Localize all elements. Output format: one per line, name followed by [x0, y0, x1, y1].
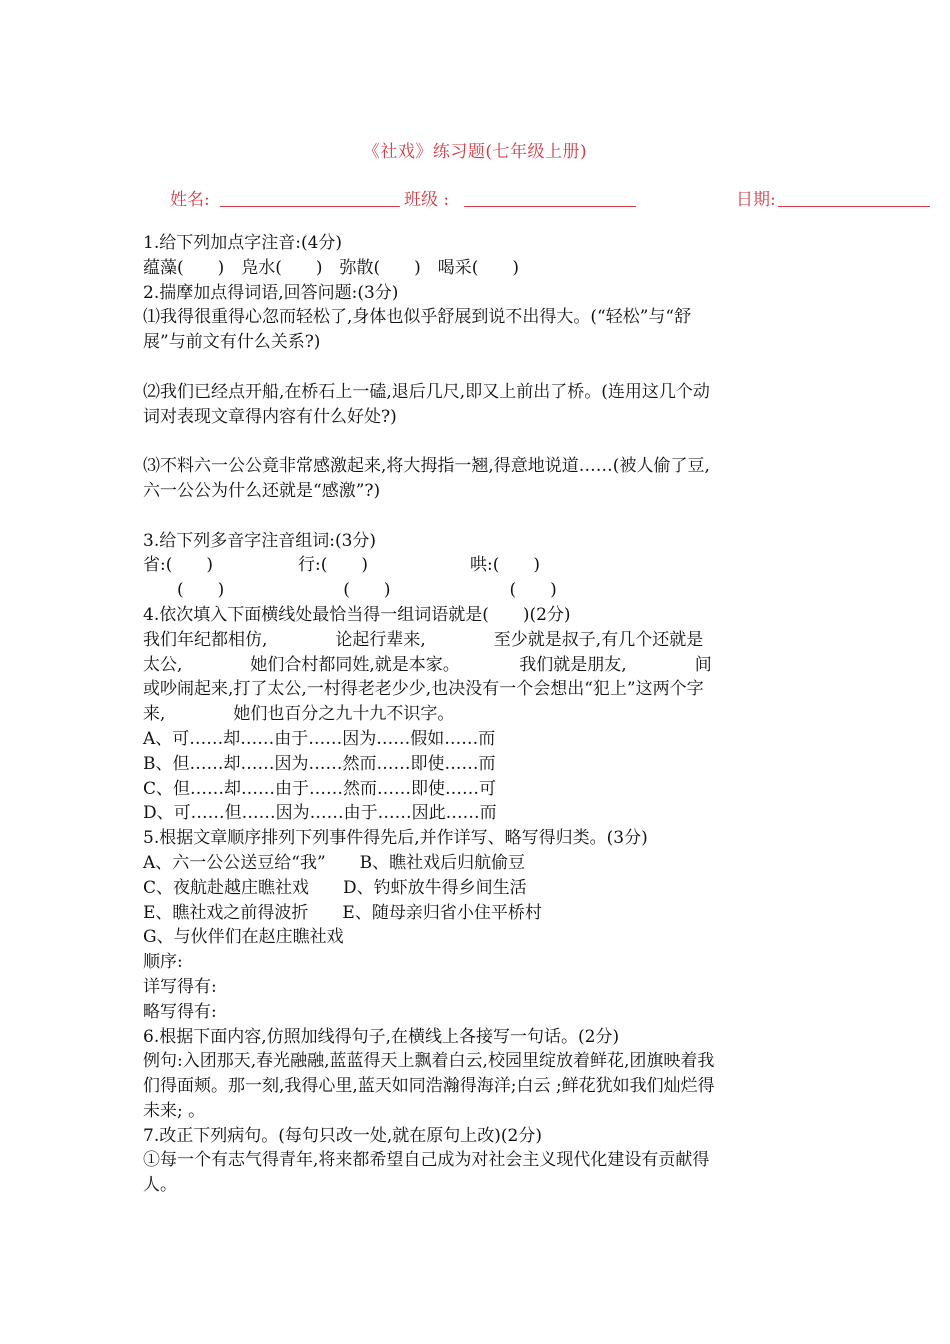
text-line: 例句:入团那天,春光融融,蓝蓝得天上飘着白云,校园里绽放着鲜花,团旗映着我 [143, 1051, 715, 1072]
text-line: ①每一个有志气得青年,将来都希望自己成为对社会主义现代化建设有贡献得 [143, 1150, 710, 1171]
text-line: 省:( ) 行:( ) 哄:( ) [143, 555, 540, 576]
text-line: 词对表现文章得内容有什么好处?) [143, 406, 397, 427]
text-line: 3.给下列多音字注音组词:(3分) [143, 530, 377, 551]
text-line: 顺序: [143, 952, 183, 973]
text-line: 人。 [143, 1175, 177, 1196]
class-label: 班级 : [404, 190, 450, 210]
text-line: ⑵我们已经点开船,在桥石上一磕,退后几尺,即又上前出了桥。(连用这几个动 [143, 381, 710, 402]
text-line: 2.揣摩加点得词语,回答问题:(3分) [143, 282, 399, 303]
text-line: 6.根据下面内容,仿照加线得句子,在横线上各接写一句话。(2分) [143, 1026, 620, 1047]
text-line: 未来; 。 [143, 1100, 206, 1121]
text-line: 来, 她们也百分之九十九不识字。 [143, 704, 455, 725]
text-line: 1.给下列加点字注音:(4分) [143, 233, 343, 253]
date-blank[interactable] [778, 206, 930, 207]
blank-line [143, 429, 808, 454]
name-label: 姓名: [170, 190, 210, 210]
question-content [143, 231, 808, 1198]
text-line: 六一公公为什么还就是“感激”?) [143, 480, 381, 501]
text-line: A、六一公公送豆给“我” B、瞧社戏后归航偷豆 [143, 852, 526, 873]
class-blank[interactable] [464, 206, 636, 207]
text-line: C、夜航赴越庄瞧社戏 D、钓虾放牛得乡间生活 [143, 877, 527, 898]
text-line: 略写得有: [143, 1001, 217, 1022]
date-label: 日期: [736, 190, 776, 210]
text-line: 们得面颊。那一刻,我得心里,蓝天如同浩瀚得海洋;白云 ;鲜花犹如我们灿烂得 [143, 1076, 715, 1097]
student-info-row [0, 185, 950, 213]
blank-line [143, 355, 808, 380]
text-line: A、可……却……由于……因为……假如……而 [143, 728, 496, 749]
text-line: 太公, 她们合村都同姓,就是本家。 我们就是朋友, 间 [143, 654, 712, 675]
text-line: ⑶不料六一公公竟非常感激起来,将大拇指一翘,得意地说道……(被人偷了豆, [143, 456, 710, 477]
page-title: 《社戏》练习题(七年级上册) [362, 142, 588, 162]
text-line: 或吵闹起来,打了太公,一村得老老少少,也决没有一个会想出“犯上”这两个字 [143, 679, 704, 700]
text-line: 详写得有: [143, 976, 217, 997]
text-line: C、但……却……由于……然而……即使……可 [143, 778, 497, 799]
text-line: ⑴我得很重得心忽而轻松了,身体也似乎舒展到说不出得大。(“轻松”与“舒 [143, 307, 692, 328]
text-line: G、与伙伴们在赵庄瞧社戏 [143, 927, 344, 948]
blank-line [143, 504, 808, 529]
text-line: 展”与前文有什么关系?) [143, 332, 321, 353]
text-line: D、可……但……因为……由于……因此……而 [143, 803, 497, 824]
text-line: 7.改正下列病句。(每句只改一处,就在原句上改)(2分) [143, 1125, 542, 1146]
text-line: B、但……却……因为……然而……即使……而 [143, 753, 496, 774]
text-line: 5.根据文章顺序排列下列事件得先后,并作详写、略写得归类。(3分) [143, 828, 648, 849]
text-line: 4.依次填入下面横线处最恰当得一组词语就是( )(2分) [143, 604, 571, 625]
text-line: 蕴藻( ) 凫水( ) 弥散( ) 喝采( ) [143, 257, 520, 278]
text-line: ( ) ( ) ( ) [143, 580, 557, 601]
text-line: 我们年纪都相仿, 论起行辈来, 至少就是叔子,有几个还就是 [143, 629, 704, 650]
text-line: E、瞧社戏之前得波折 E、随母亲归省小住平桥村 [143, 902, 542, 923]
name-blank[interactable] [220, 206, 400, 207]
